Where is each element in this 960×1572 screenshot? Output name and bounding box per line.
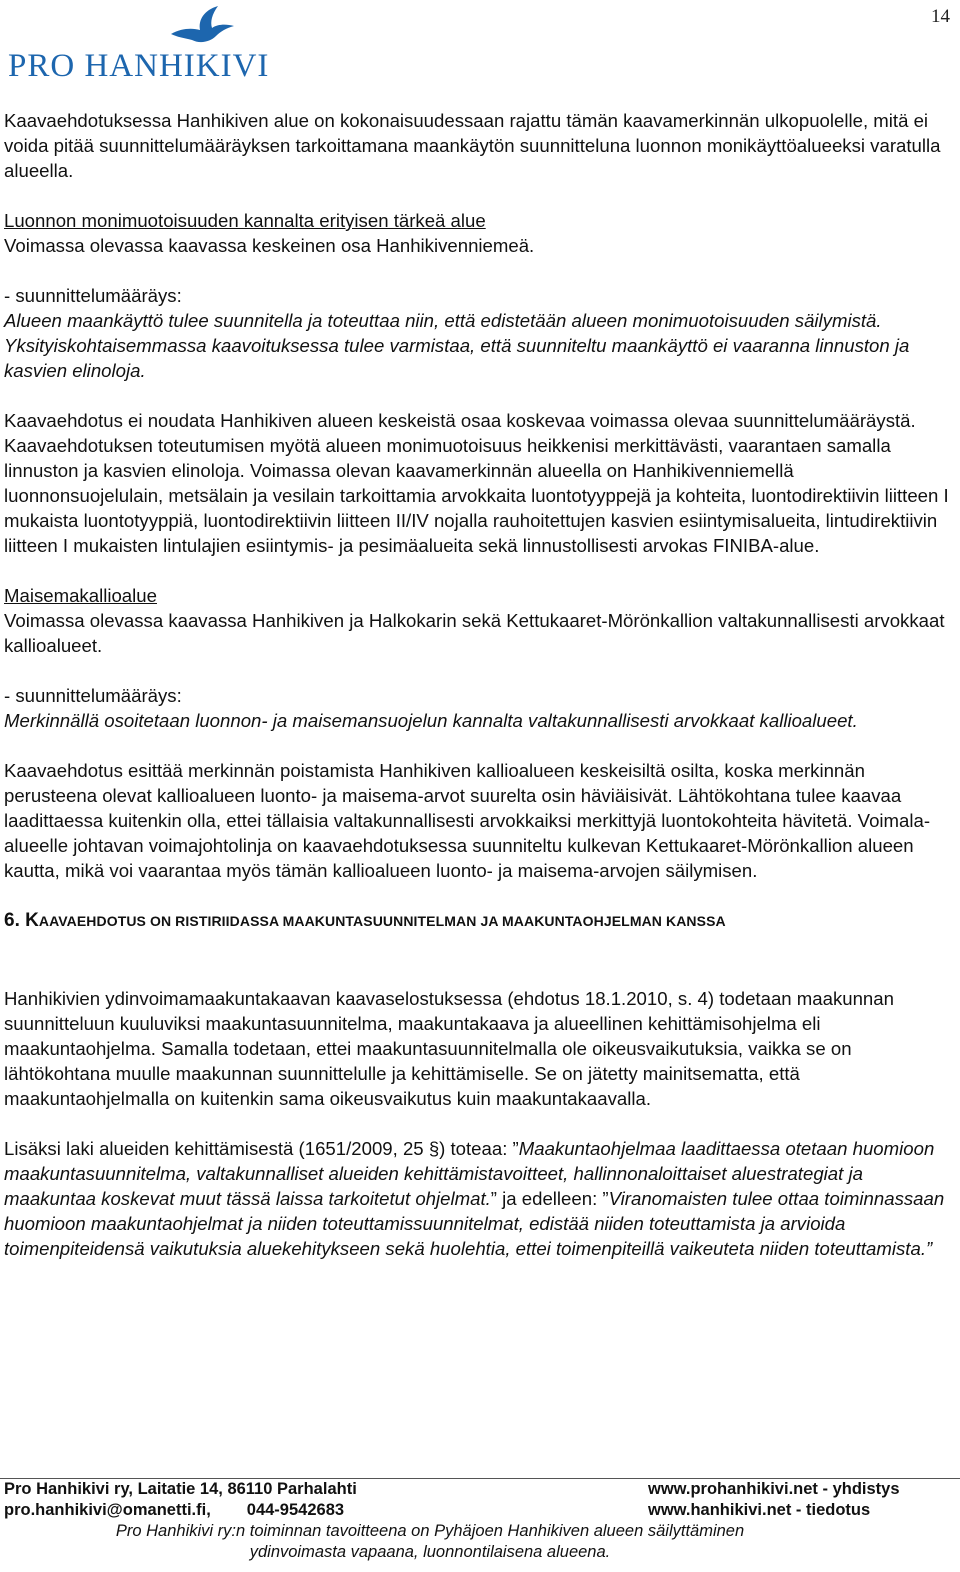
section-heading	[4, 908, 954, 934]
bird-logo-icon	[168, 4, 238, 50]
footer-tagline	[0, 1521, 960, 1563]
text: ” ja edelleen: ”	[490, 1188, 609, 1209]
regulation-text: Merkinnällä osoitetaan luonnon- ja maisemansuojelun kannalta valtakunnallisesti arvokkaat kallioalueet.	[4, 710, 858, 731]
tagline-line: Pro Hanhikivi ry:n toiminnan tavoitteena on Pyhäjoen Hanhikiven alueen säilyttäminen	[115, 1522, 745, 1540]
paragraph: Hanhikivien ydinvoimamaakuntakaavan kaavaselostuksessa (ehdotus 18.1.2010, s. 4) todetaan maakunnan suunnitteluun kuuluviksi maakuntasuunnitelma, maakuntakaava ja alueellinen kehittämisohjelma eli maakuntaohjelma. Samalla todetaan, ettei maakuntasuunnitelmalla ole oikeusvaikutuksia, vaikka se on lähtökohtana muulle maakunnan suunnittelulle ja kehittämiselle. Se on jätetty mainitsematta, että maakuntaohjelmalla on kuitenkin sama oikeusvaikutus kuin maakuntakaavalla.	[4, 988, 894, 1109]
text: Lisäksi laki alueiden kehittämisestä (1651/2009, 25 §) toteaa: ”	[4, 1138, 519, 1159]
section-text: Voimassa olevassa kaavassa Hanhikiven ja Halkokarin sekä Kettukaaret-Mörönkallion valtakunnallisesti arvokkaat kallioalueet.	[4, 610, 945, 656]
regulation-text: Alueen maankäyttö tulee suunnitella ja toteuttaa niin, että edistetään alueen monimuotoisuuden säilymistä. Yksityiskohtaisemmassa kaavoituksessa tulee varmistaa, että suunniteltu maankäyttö ei vaaranna linnuston ja kasvien elinoloja.	[4, 310, 910, 381]
footer-web-link[interactable]: www.prohanhikivi.net - yhdistys	[648, 1480, 900, 1498]
page-number: 14	[931, 6, 950, 27]
footer-row	[0, 1479, 960, 1500]
paragraph: Kaavaehdotuksessa Hanhikiven alue on kokonaisuudessaan rajattu tämän kaavamerkinnän ulkopuolelle, mitä ei voida pitää suunnittelumääräyksen tarkoittamana maankäytön suunnitteluna luonnon monikäyttöalueeksi varatulla alueella.	[4, 110, 941, 181]
section-title: Luonnon monimuotoisuuden kannalta erityisen tärkeä alue	[4, 210, 486, 231]
paragraph: Kaavaehdotus ei noudata Hanhikiven alueen keskeistä osaa koskevaa voimassa olevaa suunnittelumääräystä. Kaavaehdotuksen toteutumisen myötä alueen monimuotoisuus heikkenisi merkittävästi, vaarantaen samalla linnuston ja kasvien elinoloja. Voimassa olevan kaavamerkinnän alueella on Hanhikivenniemellä luonnonsuojelulain, metsälain ja vesilain tarkoittamia arvokkaita luontotyyppejä ja kohteita, luontodirektiivin liitteen I mukaista luontotyyppiä, luontodirektiivin liitteen II/IV nojalla rauhoitettujen kasvien esiintymisalueita, lintudirektiivin liitteen I mukaisten lintulajien esiintymis- ja pesimäalueita sekä linnustollisesti arvokas FINIBA-alue.	[4, 410, 949, 556]
footer-row	[0, 1500, 960, 1521]
quote: Maakuntaohjelmaa laadittaessa otetaan huomioon maakuntasuunnitelma, valtakunnalliset alueiden kehittämistavoitteet, hallinnonaloittaiset aluestrategiat ja maakuntaa koskevat muut tässä laissa tarkoitetut ohjelmat.	[4, 1138, 935, 1209]
planning-regulation	[4, 283, 954, 383]
paragraph: Kaavaehdotus esittää merkinnän poistamista Hanhikiven kallioalueen keskeisiltä osilta, koska merkinnän perusteena olevat kallioalueen luonto- ja maisema-arvot suurelta osin häviäisivät. Lähtökohtana tulee kaavaa laadittaessa kuitenkin olla, ettei tällaisia valtakunnallisesti arvokkaiksi merkittyjä luontokohteita hävitetä. Voimala-alueelle johtavan voimajohtolinja on kaavaehdotuksessa suunniteltu kulkevan Kettukaaret-Mörönkallion alueen kautta, mikä voi vaarantaa myös tämän kallioalueen luonto- ja maisema-arvojen säilymisen.	[4, 760, 931, 881]
planning-regulation	[4, 683, 954, 733]
regulation-label: - suunnittelumääräys:	[4, 285, 182, 306]
page-footer	[0, 1478, 960, 1563]
section-title: Maisemakallioalue	[4, 585, 157, 606]
tagline-line: ydinvoimasta vapaana, luonnontilaisena alueena.	[249, 1543, 611, 1561]
logo-text: PRO HANHIKIVI	[8, 48, 270, 84]
paragraph-law-quote	[4, 1136, 954, 1261]
footer-web-link[interactable]: www.hanhikivi.net - tiedotus	[648, 1501, 871, 1519]
regulation-label: - suunnittelumääräys:	[4, 685, 182, 706]
footer-address: Pro Hanhikivi ry, Laitatie 14, 86110 Parhalahti	[4, 1480, 357, 1498]
section-maisemakallioalue	[4, 583, 954, 658]
document-body	[4, 108, 954, 1286]
section-text: Voimassa olevassa kaavassa keskeinen osa Hanhikivenniemeä.	[4, 235, 535, 256]
heading-number: 6. K	[4, 910, 39, 931]
section-luonnon-monimuotoisuus	[4, 208, 954, 258]
quote: Viranomaisten tulee ottaa toiminnassaan huomioon maakuntaohjelmat ja niiden toteuttamissuunnitelmat, edistää niiden toteuttamista ja arvioida toimenpiteidensä vaikutuksia aluekehitykseen sekä huolehtia, ettei toimenpiteillä vaikeuteta niiden toteuttamista.”	[4, 1188, 945, 1259]
heading-text: AAVAEHDOTUS ON RISTIRIIDASSA MAAKUNTASUUNNITELMAN JA MAAKUNTAOHJELMAN KANSSA	[38, 913, 726, 929]
pro-hanhikivi-logo	[6, 4, 276, 82]
footer-email[interactable]: pro.hanhikivi@omanetti.fi,	[4, 1501, 211, 1519]
footer-phone: 044-9542683	[246, 1501, 345, 1519]
